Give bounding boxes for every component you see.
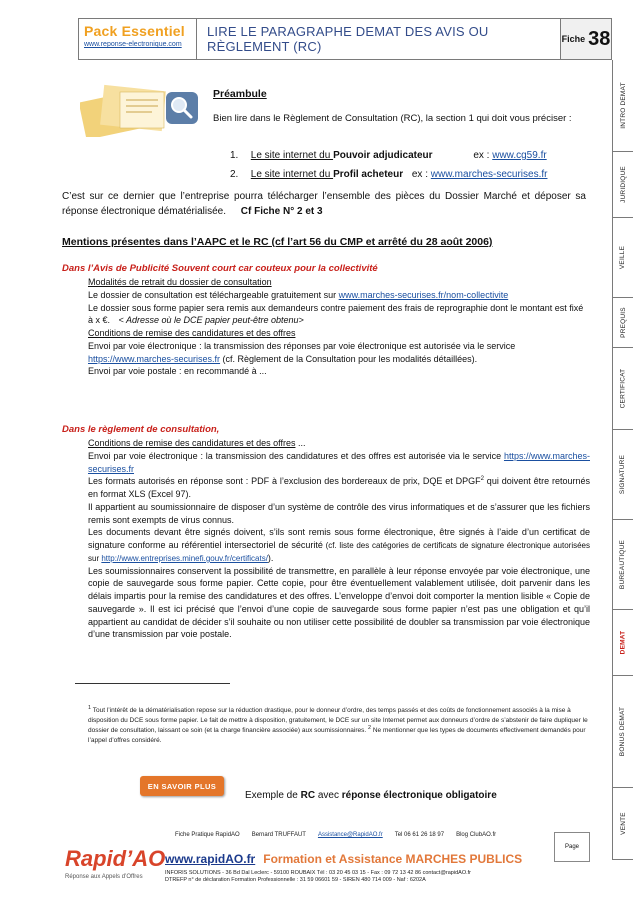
page-number-box: Page — [554, 832, 590, 862]
page-title: LIRE LE PARAGRAPHE DEMAT DES AVIS OU RÈGLEMENT (RC) — [197, 19, 561, 59]
header-box — [78, 18, 612, 60]
footer — [65, 832, 590, 894]
reglement-p3: Il appartient au soumissionnaire de disposer d’un système de contrôle des virus informatiques et de s’assurer que les fichiers remis sont exempts de virus connus. — [88, 501, 590, 525]
brand-url-link[interactable]: www.reponse-electronique.com — [84, 41, 182, 48]
avis-sub-conditions: Conditions de remise des candidatures et des offres — [88, 328, 296, 339]
fiche-label: Fiche — [561, 34, 586, 44]
tab-bureautique[interactable]: BUREAUTIQUE — [613, 520, 633, 610]
footnotes — [88, 705, 588, 745]
example-caption: Exemple de RC avec réponse électronique obligatoire — [245, 790, 497, 801]
reglement-p2: Les formats autorisés en réponse sont : PDF à l’exclusion des bordereaux de prix, DQE et DPGF$^2$ qui doivent être retournés en format XLS (Excel 97). — [88, 476, 590, 500]
preambule-title: Préambule — [213, 88, 267, 100]
avis-sub-retrait: Modalités de retrait du dossier de consultation — [88, 277, 272, 287]
reglement-heading: Dans le règlement de consultation, — [62, 424, 220, 435]
tab-demat[interactable]: DEMAT — [613, 610, 633, 676]
side-tab-bar — [612, 60, 632, 860]
footer-address: INFORIS SOLUTIONS - 36 Bd Dal Leclerc - 59100 ROUBAIX Tél : 03 20 45 03 15 - Fax : 09 72 13 42 86 contact@rapidAO.fr DTREFP n° de déclaration Formation Professionnelle : 31 59 06601 59 - SIREN 480 714 009 - Naf : 6202A — [165, 870, 471, 884]
avis-heading: Dans l’Avis de Publicité Souvent court car couteux pour la collectivité — [62, 263, 378, 274]
reglement-block — [88, 437, 590, 641]
tab-juridique[interactable]: JURIDIQUE — [613, 152, 633, 218]
reglement-p5: Les soumissionnaires conservent la possibilité de transmettre, en parallèle à leur réponse envoyée par voie électronique, une copie de sauvegarde sous forme papier. Cette copie, pour être éventuellement valablement utilisée, doit parvenir dans les délais impartis pour la remise des candidatures et des offres. L’enveloppe d’envoi doit comporter la mention lisible « Copie de sauvegarde ». Il est ici précisé que l’envoi d’une copie de sauvegarde sous forme papier n’est pas une obligation et qu’il appartient au candidat de décider s’il souhaite ou non utiliser cette possibilité de doubler sa transmission par voie électronique d’une transmission par voie postale. — [88, 565, 590, 640]
collectivite-link[interactable]: www.marches-securises.fr/nom-collectivite — [338, 289, 509, 300]
tab-intro-demat[interactable]: INTRO DEMAT — [613, 60, 633, 152]
tab-signature[interactable]: SIGNATURE — [613, 430, 633, 520]
reglement-sub: Conditions de remise des candidatures et des offres ... — [88, 438, 306, 448]
footer-main-line: www.rapidAO.fr Formation et Assistance MARCHES PUBLICS — [165, 852, 523, 866]
preambule-text: Bien lire dans le Règlement de Consultation (RC), la section 1 qui doit vous préciser : — [213, 113, 572, 124]
list-item: 1. Le site internet du Pouvoir adjudicateur ex : www.cg59.fr — [230, 150, 547, 161]
avis-p3: Envoi par voie électronique : la transmission des réponses par voie électronique est autorisée via le service https://www.marches-securises.fr (cf. Règlement de la Consultation pour les modalités détaillées). — [88, 340, 516, 364]
brand-block — [79, 19, 197, 59]
tab-veille[interactable]: VEILLE — [613, 218, 633, 298]
avis-p4: Envoi par voie postale : en recommandé à ... — [88, 366, 267, 377]
minefi-link[interactable]: http://www.entreprises.minefi.gouv.fr/certificats/ — [101, 553, 268, 563]
reglement-p4: Les documents devant être signés doivent, s’ils sont remis sous forme électronique, être signés à l’aide d’un certificat de signature conforme au référentiel intersectoriel de sécurité (cf. liste des catégories de certificats de signature électronique autorisées sur http://www.entreprises.minefi.gouv.fr/certificats/). — [88, 527, 590, 563]
tab-bonus-demat[interactable]: BONUS DEMAT — [613, 676, 633, 788]
fiche-badge — [561, 19, 611, 59]
footnote-1: $^1$ Tout l’intérêt de la dématérialisation repose sur la réduction drastique, pour le donneur d’ordre, des temps passés et des coûts de fonctionnement associés à la mise à disposition du DCE sous forme papier. Le fait de mettre à disposition, gratuitement, le DCE sur un site Internet permet aux donneurs d’ordre de s’abstenir de faire dupliquer le dossier de consultation, laissant ce soin (et la charge financière associée) aux soumissionnaires. $^2$ Ne mentionner que les types de documents effectivement demandés pour l’appel d’offres considéré. — [88, 705, 588, 744]
en-savoir-plus-button[interactable]: EN SAVOIR PLUS — [140, 776, 224, 796]
fiche-number: 38 — [588, 27, 611, 50]
footer-slogan: Réponse aux Appels d’Offres — [65, 874, 143, 880]
intro-paragraph: C’est sur ce dernier que l’entreprise pourra télécharger l’ensemble des pièces du Dossier Marché et déposer sa réponse électronique dématérialisée. Cf Fiche N° 2 et 3 — [62, 191, 586, 217]
avis-p2: Le dossier sous forme papier sera remis aux demandeurs contre paiement des frais de reprographie dont le montant est fixé à x €. < Adresse où le DCE papier peut-être obtenu> — [88, 302, 584, 326]
avis-p1: Le dossier de consultation est téléchargeable gratuitement sur www.marches-securises.fr/nom-collectivite — [88, 289, 509, 300]
footnote-separator — [75, 683, 230, 684]
marches-securises-link[interactable]: https://www.marches-securises.fr — [88, 353, 221, 364]
brand-title: Pack Essentiel — [84, 23, 185, 39]
tab-prequis[interactable]: PREQUIS — [613, 298, 633, 348]
rapidao-site-link[interactable]: www.rapidAO.fr — [165, 852, 256, 866]
marches-securises-link[interactable]: www.marches-securises.fr — [430, 169, 548, 180]
tab-vente[interactable]: VENTE — [613, 788, 633, 860]
documents-magnifier-illustration — [80, 82, 200, 137]
reglement-p1: Envoi par voie électronique : la transmission des candidatures et des offres est autorisée via le service https://www.marches-securises.fr — [88, 450, 590, 474]
rapidao-logo: Rapid’AO — [65, 846, 166, 871]
tab-certificat[interactable]: CERTIFICAT — [613, 348, 633, 430]
cg59-link[interactable]: www.cg59.fr — [492, 150, 547, 161]
marches-securises-link[interactable]: https://www.marches-securises.fr — [88, 450, 590, 474]
avis-block — [88, 276, 590, 378]
mentions-title: Mentions présentes dans l’AAPC et le RC (cf l’art 56 du CMP et arrêté du 28 août 2006) — [62, 236, 493, 248]
assistance-email-link[interactable]: Assistance@RapidAO.fr — [317, 832, 383, 838]
footer-contact-row: Fiche Pratique RapidAO Bernard TRUFFAUT Assistance@RapidAO.fr Tel 06 61 26 18 97 Blog ClubAO.fr — [175, 832, 497, 838]
list-item: 2. Le site internet du Profil acheteur ex : www.marches-securises.fr — [230, 169, 548, 180]
